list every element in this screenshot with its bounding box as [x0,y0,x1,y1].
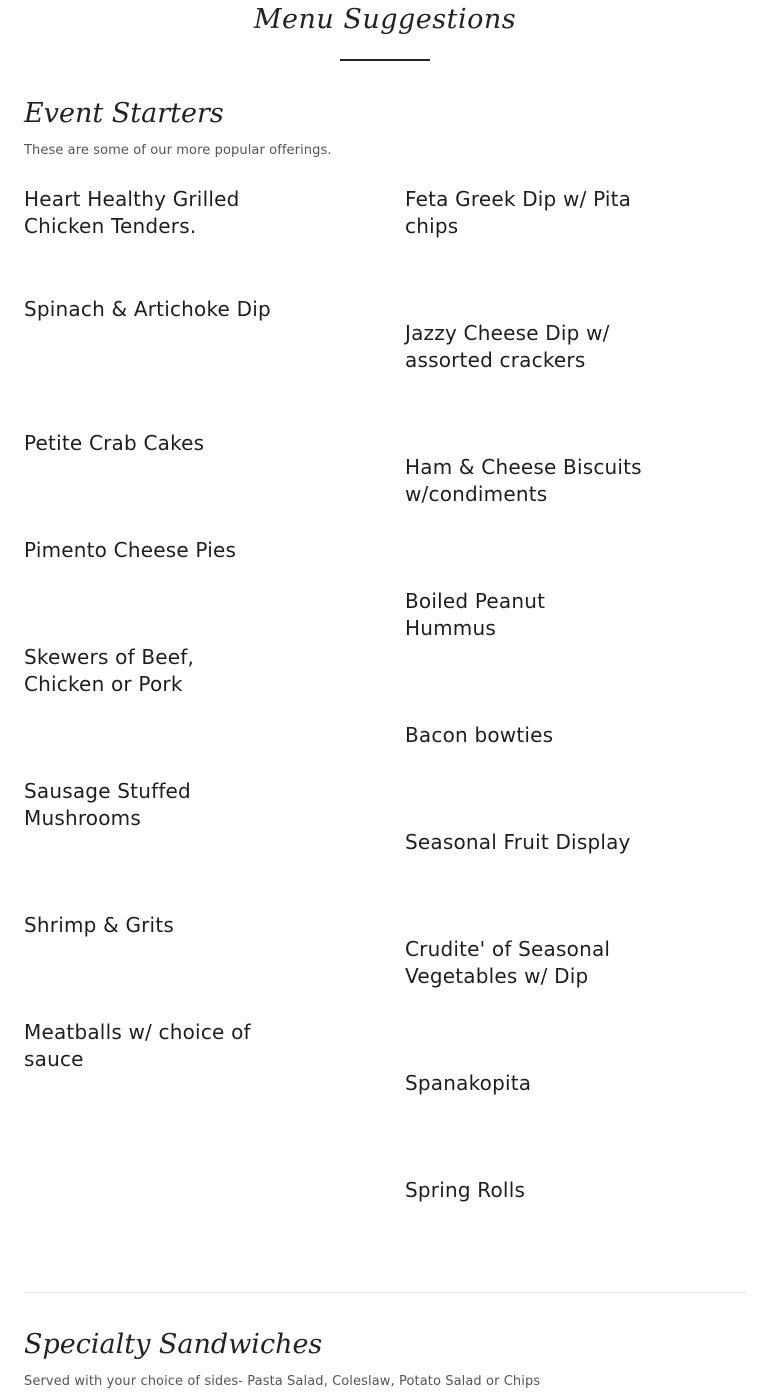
specialty-sandwiches-subtitle: Served with your choice of sides- Pasta Salad, Coleslaw, Potato Salad or Chips [24,1374,541,1389]
specialty-sandwiches-heading: Specialty Sandwiches [24,1329,323,1360]
title-underline [340,59,430,61]
menu-item: Spring Rolls [405,1178,526,1202]
menu-item: Boiled Peanut Hummus [405,589,546,640]
menu-item: Seasonal Fruit Display [405,830,631,854]
menu-item: Sausage Stuffed Mushrooms [24,779,191,830]
menu-item: Pimento Cheese Pies [24,538,237,562]
event-starters-subtitle: These are some of our more popular offerings. [24,143,332,158]
menu-item: Spanakopita [405,1071,532,1095]
menu-item: Feta Greek Dip w/ Pita chips [405,187,632,238]
menu-item: Jazzy Cheese Dip w/ assorted crackers [405,321,610,372]
menu-item: Heart Healthy Grilled Chicken Tenders. [24,187,240,238]
section-divider [24,1292,746,1293]
menu-item: Bacon bowties [405,723,554,747]
menu-item: Spinach & Artichoke Dip [24,297,271,321]
menu-item: Ham & Cheese Biscuits w/condiments [405,455,642,506]
menu-item: Petite Crab Cakes [24,431,205,455]
page-title: Menu Suggestions [253,4,517,35]
menu-item: Skewers of Beef, Chicken or Pork [24,645,195,696]
menu-item: Meatballs w/ choice of sauce [24,1020,251,1071]
menu-item: Shrimp & Grits [24,913,174,937]
event-starters-heading: Event Starters [24,98,224,129]
menu-item: Crudite' of Seasonal Vegetables w/ Dip [405,937,611,988]
